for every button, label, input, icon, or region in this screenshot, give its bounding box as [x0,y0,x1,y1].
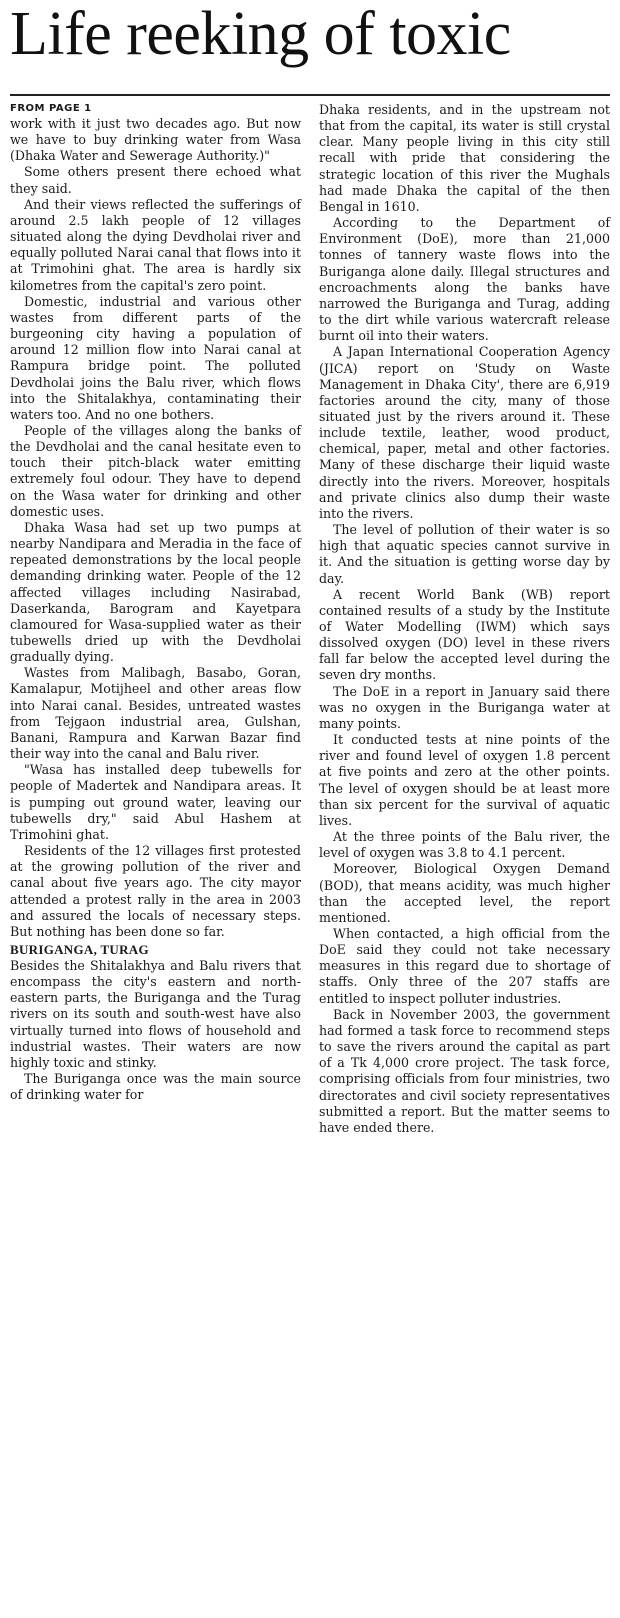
newspaper-page [10,0,610,1618]
paragraph: "Wasa has installed deep tubewells for people of Madertek and Nandipara areas. It is pumping out ground water, leaving our tubewells dry," said Abul Hashem at Trimohini ghat. [10,762,301,842]
paragraph: The DoE in a report in January said there was no oxygen in the Buriganga water at many points. [319,683,610,731]
article-body [10,102,610,1136]
paragraph: Dhaka Wasa had set up two pumps at nearby Nandipara and Meradia in the face of repeated demonstrations by the local people demanding drinking water. People of the 12 affected villages including Nasirabad, Daserkanda, Barogram and Kayetpara clamoured for Wasa-supplied water as their tubewells dried up with the Devdholai gradually dying. [10,519,301,665]
paragraph: Some others present there echoed what they said. [10,164,301,196]
paragraph: Besides the Shitalakhya and Balu rivers that encompass the city's eastern and north-eastern parts, the Buriganga and the Turag rivers on its south and south-west have also virtually turned into flows of household and industrial wastes. Their waters are now highly toxic and stinky. [10,957,301,1070]
paragraph: At the three points of the Balu river, the level of oxygen was 3.8 to 4.1 percent. [319,829,610,861]
paragraph: The Buriganga once was the main source of drinking water for [10,1071,301,1103]
paragraph: A recent World Bank (WB) report contained results of a study by the Institute of Water Modelling (IWM) which says dissolved oxygen (DO) level in these rivers fall far below the accepted level during the seven dry months. [319,586,610,683]
paragraph: Dhaka residents, and in the upstream not that from the capital, its water is still crystal clear. Many people living in this city still recall with pride that considering the strategic location of this river the Mughals had made Dhaka the capital of the then Bengal in 1610. [319,102,610,214]
paragraph: Moreover, Biological Oxygen Demand (BOD), that means acidity, was much higher than the accepted level, the report mentioned. [319,861,610,925]
paragraph: It conducted tests at nine points of the river and found level of oxygen 1.8 percent at five points and zero at the other points. The level of oxygen should be at least more than six percent for the survival of aquatic lives. [319,732,610,828]
paragraph: work with it just two decades ago. But now we have to buy drinking water from Wasa (Dhaka Water and Sewerage Authority.)" [10,116,301,164]
headline: Life reeking of toxic [10,0,511,68]
paragraph: Back in November 2003, the government had formed a task force to recommend steps to save the rivers around the capital as part of a Tk 4,000 crore project. The task force, comprising officials from four ministries, two directorates and civil society representatives submitted a report. But the matter seems to have ended there. [319,1006,610,1135]
paragraph: The level of pollution of their water is so high that aquatic species cannot survive in it. And the situation is getting worse day by day. [319,522,610,586]
column-left [10,102,301,1136]
paragraph: Wastes from Malibagh, Basabo, Goran, Kamalapur, Motijheel and other areas flow into Narai canal. Besides, untreated wastes from Tejgaon industrial area, Gulshan, Banani, Rampura and Karwan Bazar find their way into the canal and Balu river. [10,665,301,762]
paragraph: When contacted, a high official from the DoE said they could not take necessary measures in this regard due to shortage of staffs. Only three of the 207 staffs are entitled to inspect polluter industries. [319,925,610,1006]
paragraph: People of the villages along the banks of the Devdholai and the canal hesitate even to touch their pitch-black water emitting extremely foul odour. They have to depend on the Wasa water for drinking and other domestic uses. [10,422,301,519]
continuation-kicker: FROM PAGE 1 [10,103,92,114]
headline-rule [10,94,610,96]
paragraph: A Japan International Cooperation Agency (JICA) report on 'Study on Waste Management in Dhaka City', there are 6,919 factories around the city, many of those situated just by the rivers around it. These include textile, leather, wood product, chemical, paper, metal and other factories. Many of these discharge their liquid waste directly into the rivers. Moreover, hospitals and private clinics also dump their waste into the rivers. [319,344,610,521]
section-subhead: BURIGANGA, TURAG [10,941,149,957]
paragraph: Domestic, industrial and various other wastes from different parts of the burgeoning city having a population of around 12 million flow into Narai canal at Rampura bridge point. The polluted Devdholai joins the Balu river, which flows into the Shitalakhya, contaminating their waters too. And no one bothers. [10,293,301,422]
paragraph: According to the Department of Environment (DoE), more than 21,000 tonnes of tannery waste flows into the Buriganga alone daily. Illegal structures and encroachments along the banks have narrowed the Buriganga and Turag, adding to the dirt while various watercraft release burnt oil into their waters. [319,215,610,344]
paragraph: Residents of the 12 villages first protested at the growing pollution of the river and canal about five years ago. The city mayor attended a protest rally in the area in 2003 and assured the locals of necessary steps. But nothing has been done so far. [10,843,301,939]
paragraph: And their views reflected the sufferings of around 2.5 lakh people of 12 villages situated along the dying Devdholai river and equally polluted Narai canal that flows into it at Trimohini ghat. The area is hardly six kilometres from the capital's zero point. [10,196,301,293]
column-right [319,102,610,1136]
